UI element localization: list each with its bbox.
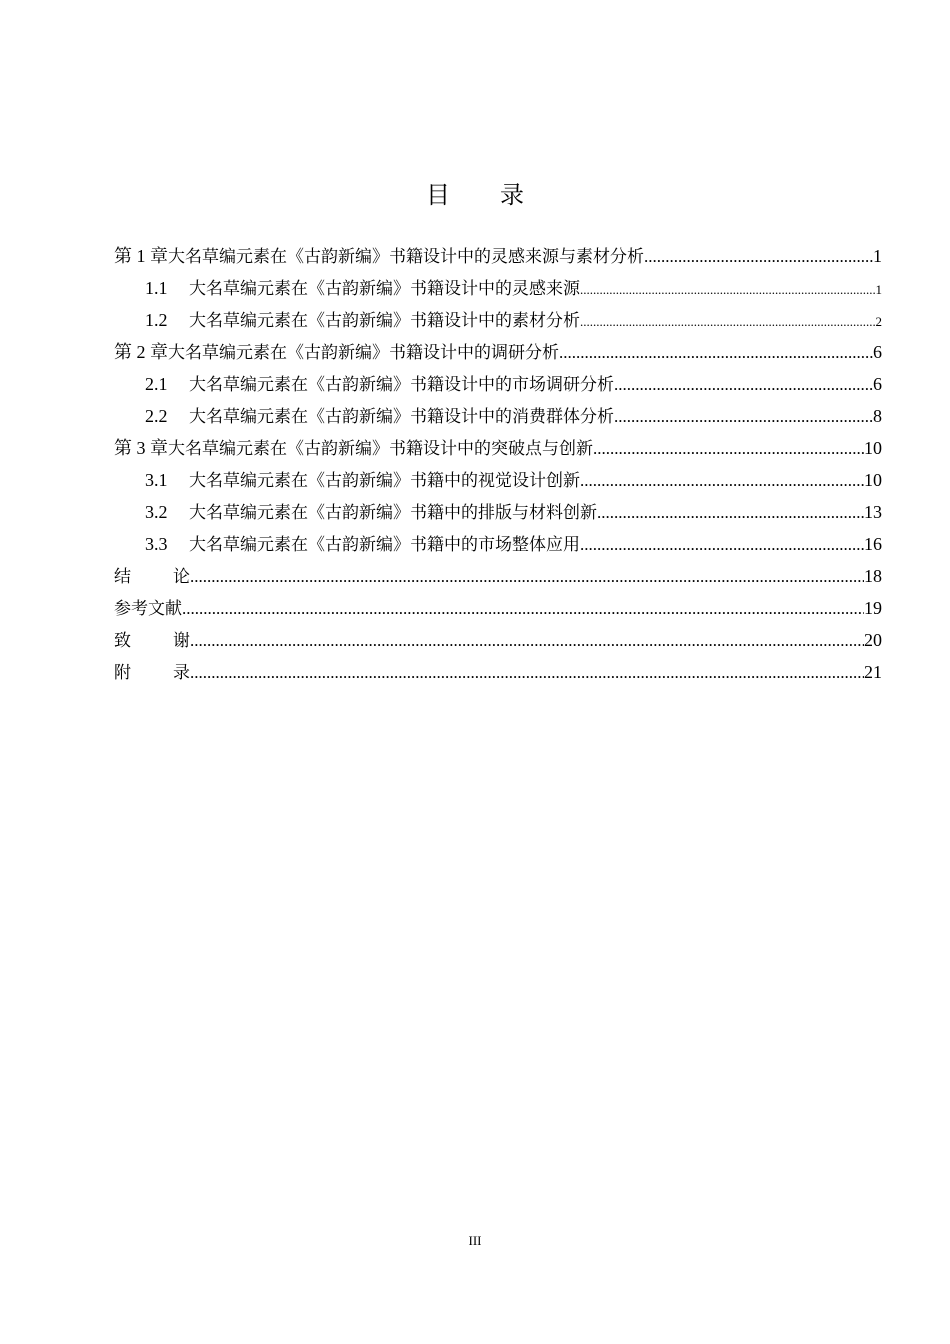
toc-leader-dots [644, 247, 873, 267]
toc-entry-page: 10 [864, 438, 882, 458]
toc-entry-page: 20 [864, 630, 882, 650]
toc-entry-title: 附 录 [114, 663, 190, 683]
toc-entry-references[interactable] [114, 594, 882, 626]
toc-entry-title: 大名草编元素在《古韵新编》书籍设计中的调研分析 [168, 343, 559, 363]
toc-entry-section-2-1[interactable] [114, 370, 882, 402]
toc-leader-dots [580, 471, 864, 491]
toc-entry-chapter-3[interactable] [114, 434, 882, 466]
title-char-1: 目 [426, 181, 450, 209]
toc-entry-number: 1.1 [145, 278, 168, 298]
toc-entry-acknowledgements[interactable] [114, 626, 882, 658]
toc-entry-number: 2.2 [145, 406, 168, 426]
toc-entry-title: 大名草编元素在《古韵新编》书籍设计中的市场调研分析 [189, 375, 614, 395]
toc-entry-title: 致 谢 [114, 631, 190, 651]
toc-entry-title: 大名草编元素在《古韵新编》书籍设计中的素材分析 [189, 311, 580, 331]
toc-entry-section-3-3[interactable] [114, 530, 882, 562]
toc-entry-number: 第 1 章 [114, 246, 168, 266]
toc-entry-page: 2 [875, 314, 882, 329]
toc-leader-dots [580, 314, 876, 330]
toc-entry-title: 大名草编元素在《古韵新编》书籍设计中的消费群体分析 [189, 407, 614, 427]
toc-leader-dots [593, 439, 864, 459]
toc-entry-section-1-1[interactable] [114, 274, 882, 306]
toc-entry-number: 3.1 [145, 470, 168, 490]
toc-entry-appendix[interactable] [114, 658, 882, 690]
toc-entry-page: 19 [864, 598, 882, 618]
toc-entry-number: 1.2 [145, 310, 168, 330]
toc-entry-title: 大名草编元素在《古韵新编》书籍中的视觉设计创新 [189, 471, 580, 491]
toc-entry-page: 10 [864, 470, 882, 490]
toc-leader-dots [190, 631, 864, 651]
toc-entry-page: 1 [875, 282, 882, 297]
toc-entry-number: 2.1 [145, 374, 168, 394]
toc-leader-dots [580, 535, 864, 555]
toc-entry-page: 16 [864, 534, 882, 554]
toc-entry-page: 1 [873, 246, 882, 266]
toc-entry-section-2-2[interactable] [114, 402, 882, 434]
toc-entry-section-3-1[interactable] [114, 466, 882, 498]
toc-entry-number: 第 3 章 [114, 438, 168, 458]
toc-entry-number: 3.3 [145, 534, 168, 554]
toc-entry-title: 参考文献 [114, 599, 182, 619]
toc-entry-conclusion[interactable] [114, 562, 882, 594]
toc-leader-dots [190, 663, 864, 683]
title-char-2: 录 [500, 181, 524, 209]
toc-entry-page: 6 [873, 374, 882, 394]
toc-leader-dots [559, 343, 873, 363]
toc-entry-section-3-2[interactable] [114, 498, 882, 530]
toc-leader-dots [614, 375, 873, 395]
toc-entry-page: 13 [864, 502, 882, 522]
toc-entry-title: 结 论 [114, 567, 190, 587]
toc-entry-title: 大名草编元素在《古韵新编》书籍中的排版与材料创新 [189, 503, 597, 523]
toc-leader-dots [182, 599, 864, 619]
toc-entry-section-1-2[interactable] [114, 306, 882, 338]
toc-entry-title: 大名草编元素在《古韵新编》书籍设计中的灵感来源 [189, 279, 580, 299]
toc-entry-chapter-2[interactable] [114, 338, 882, 370]
toc-entry-number: 3.2 [145, 502, 168, 522]
toc-entry-chapter-1[interactable] [114, 242, 882, 274]
toc-leader-dots [190, 567, 864, 587]
toc-entry-page: 8 [873, 406, 882, 426]
toc-entry-page: 18 [864, 566, 882, 586]
page-number-footer: III [468, 1233, 482, 1248]
toc-leader-dots [580, 282, 876, 298]
page-title [0, 180, 950, 210]
toc-entry-number: 第 2 章 [114, 342, 168, 362]
toc-entry-page: 6 [873, 342, 882, 362]
toc-entry-title: 大名草编元素在《古韵新编》书籍中的市场整体应用 [189, 535, 580, 555]
toc-entry-page: 21 [864, 662, 882, 682]
toc-entry-title: 大名草编元素在《古韵新编》书籍设计中的灵感来源与素材分析 [168, 247, 644, 267]
toc-leader-dots [614, 407, 873, 427]
toc-entry-title: 大名草编元素在《古韵新编》书籍设计中的突破点与创新 [168, 439, 593, 459]
table-of-contents [114, 242, 882, 690]
toc-leader-dots [597, 503, 864, 523]
